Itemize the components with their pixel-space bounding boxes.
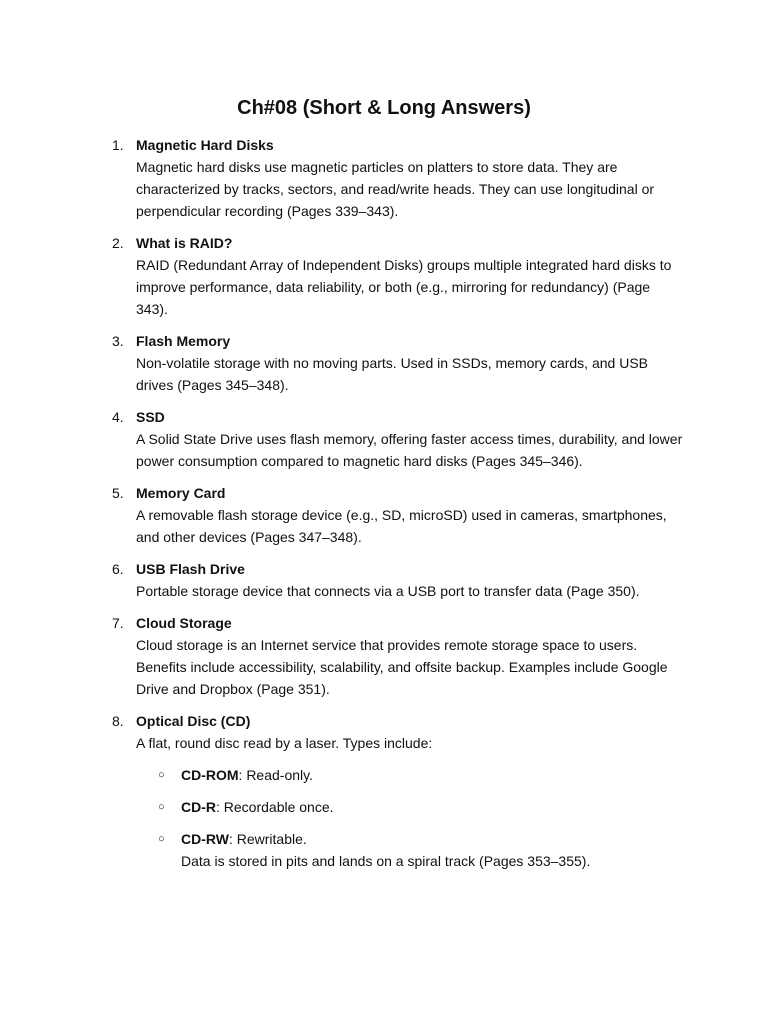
list-item: [0, 330, 768, 396]
item-body: Portable storage device that connects via a USB port to transfer data (Page 350).: [136, 583, 640, 599]
item-number: 3.: [112, 333, 124, 349]
sub-list-item: [136, 796, 684, 818]
disc-type-desc: : Read-only.: [238, 767, 313, 783]
disc-types-list: [136, 764, 684, 872]
list-item: [0, 710, 768, 872]
item-heading: Flash Memory: [136, 333, 231, 349]
item-heading: What is RAID?: [136, 235, 233, 251]
disc-type-desc: : Recordable once.: [216, 799, 334, 815]
hollow-bullet-icon: ○: [158, 801, 165, 813]
item-heading: Optical Disc (CD): [136, 713, 251, 729]
item-heading: USB Flash Drive: [136, 561, 245, 577]
item-body: A removable flash storage device (e.g., SD, microSD) used in cameras, smartphones, and other devices (Pages 347–348).: [136, 507, 667, 545]
list-item: [0, 558, 768, 602]
item-heading: Cloud Storage: [136, 615, 232, 631]
hollow-bullet-icon: ○: [158, 833, 165, 845]
list-item: [0, 406, 768, 472]
item-heading: Magnetic Hard Disks: [136, 137, 274, 153]
item-body: Cloud storage is an Internet service that provides remote storage space to users. Benefits include accessibility, scalability, and offsite backup. Examples include Google Drive and Dropbox (Page 351).: [136, 637, 668, 697]
item-number: 5.: [112, 485, 124, 501]
sub-list-item: [136, 828, 684, 872]
item-body: A Solid State Drive uses flash memory, offering faster access times, durability, and lower power consumption compared to magnetic hard disks (Pages 345–346).: [136, 431, 683, 469]
disc-type-term: CD-ROM: [181, 767, 239, 783]
item-number: 7.: [112, 615, 124, 631]
item-body: Non-volatile storage with no moving parts. Used in SSDs, memory cards, and USB drives (Pages 345–348).: [136, 355, 648, 393]
list-item: [0, 612, 768, 700]
list-item: [0, 232, 768, 320]
item-body: RAID (Redundant Array of Independent Disks) groups multiple integrated hard disks to improve performance, data reliability, or both (e.g., mirroring for redundancy) (Page 343).: [136, 257, 672, 317]
item-number: 1.: [112, 137, 124, 153]
disc-type-term: CD-R: [181, 799, 216, 815]
list-item: [0, 134, 768, 222]
item-heading: SSD: [136, 409, 165, 425]
item-number: 6.: [112, 561, 124, 577]
item-number: 8.: [112, 713, 124, 729]
item-heading: Memory Card: [136, 485, 226, 501]
item-number: 4.: [112, 409, 124, 425]
list-item: [0, 482, 768, 548]
item-number: 2.: [112, 235, 124, 251]
disc-type-desc: : Rewritable.: [228, 831, 307, 847]
disc-type-term: CD-RW: [181, 831, 229, 847]
item-body: A flat, round disc read by a laser. Types include:: [136, 735, 433, 751]
disc-storage-note: Data is stored in pits and lands on a spiral track (Pages 353–355).: [181, 853, 591, 869]
item-body: Magnetic hard disks use magnetic particles on platters to store data. They are characterized by tracks, sectors, and read/write heads. They can use longitudinal or perpendicular recording (Pages 339–343).: [136, 159, 655, 219]
page-title: Ch#08 (Short & Long Answers): [237, 97, 531, 119]
sub-list-item: [136, 764, 684, 786]
answer-list: [0, 134, 768, 882]
hollow-bullet-icon: ○: [158, 769, 165, 781]
